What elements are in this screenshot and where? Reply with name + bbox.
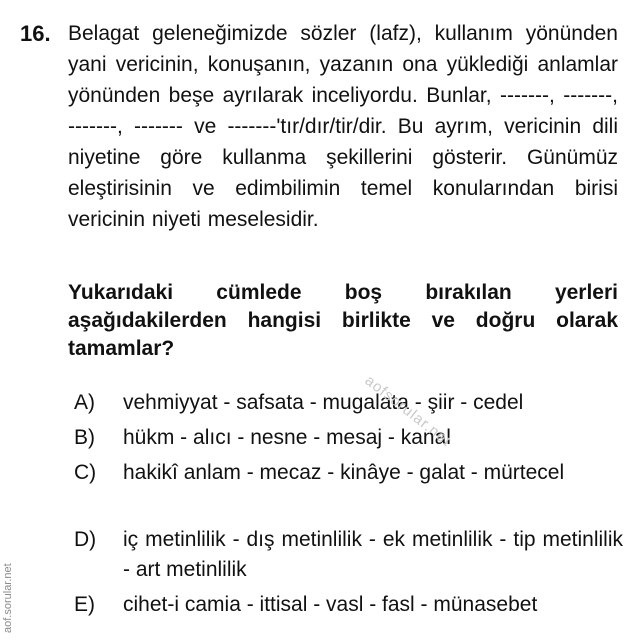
option-text: cihet-i camia - ittisal - vasl - fasl - münasebet bbox=[123, 593, 538, 616]
option-letter: B) bbox=[74, 426, 95, 449]
question-number: 16. bbox=[20, 21, 51, 46]
side-watermark: aof.sorular.net bbox=[2, 563, 14, 633]
diagonal-watermark: aofsorular.net bbox=[361, 372, 455, 450]
option-text: iç metinlilik - dış metinlilik - ek metinlilik - tip metinlilik - art metinlilik bbox=[123, 528, 623, 581]
question-prompt: Yukarıdaki cümlede boş bırakılan yerleri aşağıdakilerden hangisi birlikte ve doğru olarak tamamlar? bbox=[68, 281, 618, 360]
option-letter: C) bbox=[74, 461, 97, 484]
question-passage: Belagat geleneğimizde sözler (lafz), kullanım yönünden yani vericinin, konuşanın, yazanın ona yüklediği anlamlar yönünden beşe ayrılarak inceliyordu. Bunlar, -------, -------, -------, ------- ve -------'tır/dır/tir/dir. Bu ayrım, vericinin dili niyetine göre kullanma şekillerini gösterir. Günümüz eleştirisinin ve edimbilimin temel konularından birisi vericinin niyeti meselesidir. bbox=[68, 22, 618, 231]
option-text: vehmiyyat - safsata - mugalata - şiir - cedel bbox=[123, 391, 524, 414]
option-letter: A) bbox=[74, 391, 95, 414]
option-letter: E) bbox=[74, 593, 95, 616]
option-text: hakikî anlam - mecaz - kinâye - galat - mürtecel bbox=[123, 461, 565, 484]
option-letter: D) bbox=[74, 528, 97, 551]
option-text: hükm - alıcı - nesne - mesaj - kanal bbox=[123, 426, 451, 449]
